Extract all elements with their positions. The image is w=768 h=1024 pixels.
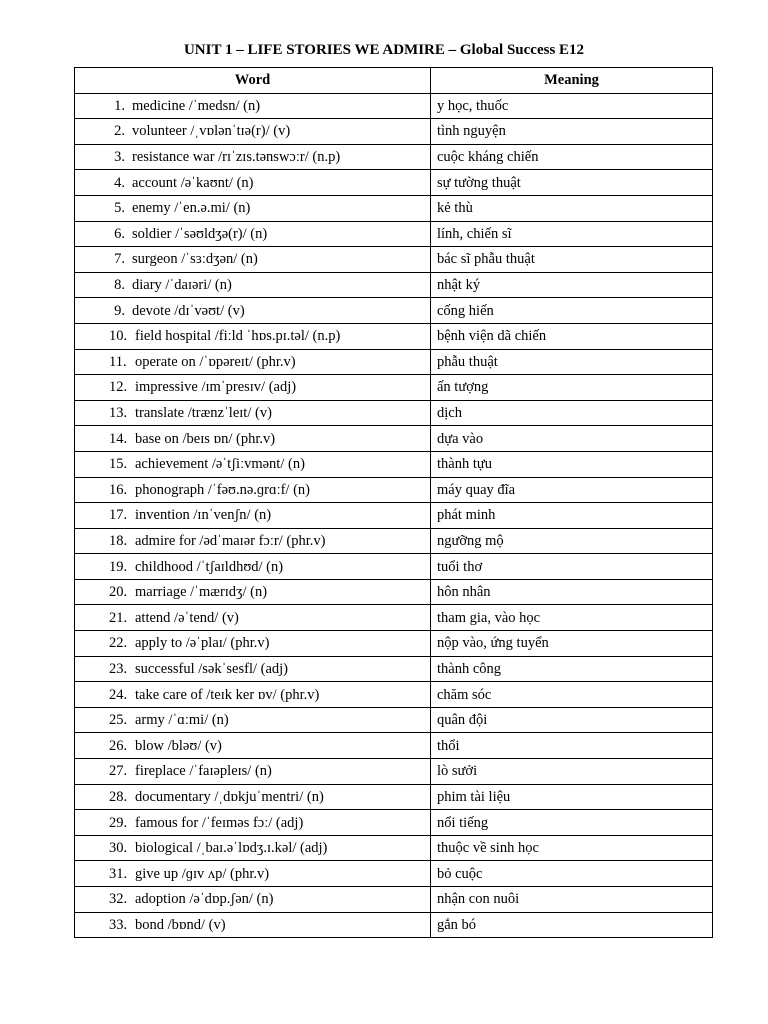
meaning-cell: nhật ký bbox=[431, 272, 713, 298]
row-number: 6. bbox=[114, 225, 125, 242]
table-row bbox=[75, 810, 713, 836]
meaning-cell: thổi bbox=[431, 733, 713, 759]
row-number: 27. bbox=[109, 763, 128, 780]
meaning-cell: ngưỡng mộ bbox=[431, 528, 713, 554]
word-text: base on /beɪs ɒn/ (phr.v) bbox=[135, 430, 276, 447]
meaning-cell: nộp vào, ứng tuyển bbox=[431, 631, 713, 657]
word-text: account /əˈkaʊnt/ (n) bbox=[132, 174, 254, 191]
table-row bbox=[75, 503, 713, 529]
table-header-row bbox=[75, 68, 713, 94]
word-cell bbox=[75, 451, 431, 477]
table-row bbox=[75, 656, 713, 682]
vocabulary-table bbox=[74, 67, 713, 938]
word-text: resistance war /rɪˈzɪs.tənswɔːr/ (n.p) bbox=[132, 149, 341, 166]
word-cell bbox=[75, 912, 431, 938]
word-cell bbox=[75, 272, 431, 298]
table-row bbox=[75, 887, 713, 913]
table-row bbox=[75, 605, 713, 631]
table-row bbox=[75, 323, 713, 349]
word-cell bbox=[75, 759, 431, 785]
meaning-cell: lính, chiến sĩ bbox=[431, 221, 713, 247]
meaning-cell: nhận con nuôi bbox=[431, 887, 713, 913]
meaning-cell: thành công bbox=[431, 656, 713, 682]
row-number: 5. bbox=[114, 200, 125, 217]
row-number: 20. bbox=[109, 584, 128, 601]
word-cell bbox=[75, 835, 431, 861]
row-number: 13. bbox=[109, 405, 128, 422]
word-cell bbox=[75, 579, 431, 605]
word-text: phonograph /ˈfəʊ.nə.ɡrɑːf/ (n) bbox=[135, 481, 310, 498]
table-row bbox=[75, 221, 713, 247]
meaning-cell: dựa vào bbox=[431, 426, 713, 452]
word-text: operate on /ˈɒpəreɪt/ (phr.v) bbox=[135, 353, 296, 370]
word-cell bbox=[75, 682, 431, 708]
table-body bbox=[75, 93, 713, 938]
meaning-cell: dịch bbox=[431, 400, 713, 426]
table-row bbox=[75, 784, 713, 810]
row-number: 30. bbox=[109, 840, 128, 857]
row-number: 14. bbox=[109, 430, 128, 447]
word-text: army /ˈɑːmi/ (n) bbox=[135, 712, 229, 729]
table-row bbox=[75, 759, 713, 785]
row-number: 2. bbox=[114, 123, 125, 140]
word-text: surgeon /ˈsɜːdʒən/ (n) bbox=[132, 251, 258, 268]
row-number: 12. bbox=[109, 379, 128, 396]
row-number: 11. bbox=[109, 353, 127, 370]
table-row bbox=[75, 170, 713, 196]
word-text: translate /trænzˈleɪt/ (v) bbox=[135, 405, 272, 422]
row-number: 10. bbox=[109, 328, 128, 345]
column-header-word: Word bbox=[75, 68, 431, 94]
row-number: 3. bbox=[114, 149, 125, 166]
meaning-cell: phim tài liệu bbox=[431, 784, 713, 810]
word-text: attend /əˈtend/ (v) bbox=[135, 609, 239, 626]
table-row bbox=[75, 349, 713, 375]
word-text: fireplace /ˈfaɪəpleɪs/ (n) bbox=[135, 763, 272, 780]
table-row bbox=[75, 912, 713, 938]
row-number: 16. bbox=[109, 481, 128, 498]
table-row bbox=[75, 733, 713, 759]
meaning-cell: bác sĩ phẫu thuật bbox=[431, 247, 713, 273]
word-text: childhood /ˈtʃaɪldhʊd/ (n) bbox=[135, 558, 284, 575]
word-cell bbox=[75, 298, 431, 324]
word-cell bbox=[75, 477, 431, 503]
word-cell bbox=[75, 247, 431, 273]
table-row bbox=[75, 119, 713, 145]
word-text: soldier /ˈsəʊldʒə(r)/ (n) bbox=[132, 225, 268, 242]
word-cell bbox=[75, 119, 431, 145]
table-row bbox=[75, 554, 713, 580]
word-text: invention /ɪnˈvenʃn/ (n) bbox=[135, 507, 272, 524]
word-cell bbox=[75, 810, 431, 836]
word-cell bbox=[75, 93, 431, 119]
row-number: 32. bbox=[109, 891, 128, 908]
meaning-cell: ấn tượng bbox=[431, 375, 713, 401]
meaning-cell: tình nguyện bbox=[431, 119, 713, 145]
word-text: medicine /ˈmedsn/ (n) bbox=[132, 97, 261, 114]
word-cell bbox=[75, 221, 431, 247]
row-number: 33. bbox=[109, 916, 128, 933]
row-number: 8. bbox=[114, 277, 125, 294]
word-cell bbox=[75, 554, 431, 580]
row-number: 9. bbox=[114, 302, 125, 319]
table-row bbox=[75, 144, 713, 170]
column-header-meaning: Meaning bbox=[431, 68, 713, 94]
word-cell bbox=[75, 733, 431, 759]
word-cell bbox=[75, 144, 431, 170]
word-text: achievement /əˈtʃiːvmənt/ (n) bbox=[135, 456, 305, 473]
meaning-cell: nổi tiếng bbox=[431, 810, 713, 836]
meaning-cell: y học, thuốc bbox=[431, 93, 713, 119]
word-cell bbox=[75, 887, 431, 913]
meaning-cell: gắn bó bbox=[431, 912, 713, 938]
table-row bbox=[75, 400, 713, 426]
row-number: 21. bbox=[109, 609, 128, 626]
row-number: 23. bbox=[109, 660, 128, 677]
row-number: 24. bbox=[109, 686, 128, 703]
table-row bbox=[75, 477, 713, 503]
row-number: 25. bbox=[109, 712, 128, 729]
word-text: marriage /ˈmærɪdʒ/ (n) bbox=[135, 584, 268, 601]
word-text: documentary /ˌdɒkjuˈmentri/ (n) bbox=[135, 788, 324, 805]
row-number: 15. bbox=[109, 456, 128, 473]
meaning-cell: tuổi thơ bbox=[431, 554, 713, 580]
table-row bbox=[75, 528, 713, 554]
meaning-cell: bỏ cuộc bbox=[431, 861, 713, 887]
word-text: adoption /əˈdɒp.ʃən/ (n) bbox=[135, 891, 274, 908]
word-text: famous for /ˈfeɪməs fɔː/ (adj) bbox=[135, 814, 304, 831]
word-cell bbox=[75, 656, 431, 682]
table-row bbox=[75, 426, 713, 452]
word-text: give up /ɡɪv ʌp/ (phr.v) bbox=[135, 865, 270, 882]
word-text: blow /bləʊ/ (v) bbox=[135, 737, 222, 754]
word-text: volunteer /ˌvɒlənˈtɪə(r)/ (v) bbox=[132, 123, 291, 140]
word-text: successful /səkˈsesfl/ (adj) bbox=[135, 660, 289, 677]
row-number: 18. bbox=[109, 532, 128, 549]
word-cell bbox=[75, 323, 431, 349]
word-cell bbox=[75, 375, 431, 401]
table-row bbox=[75, 375, 713, 401]
meaning-cell: lò sưởi bbox=[431, 759, 713, 785]
word-cell bbox=[75, 503, 431, 529]
word-cell bbox=[75, 170, 431, 196]
table-row bbox=[75, 272, 713, 298]
table-row bbox=[75, 682, 713, 708]
word-cell bbox=[75, 400, 431, 426]
meaning-cell: kẻ thù bbox=[431, 195, 713, 221]
meaning-cell: phát minh bbox=[431, 503, 713, 529]
word-text: biological /ˌbaɪ.əˈlɒdʒ.ɪ.kəl/ (adj) bbox=[135, 840, 328, 857]
meaning-cell: phẫu thuật bbox=[431, 349, 713, 375]
row-number: 22. bbox=[109, 635, 128, 652]
row-number: 31. bbox=[109, 865, 128, 882]
meaning-cell: sự tường thuật bbox=[431, 170, 713, 196]
row-number: 28. bbox=[109, 788, 128, 805]
row-number: 1. bbox=[114, 97, 125, 114]
row-number: 7. bbox=[114, 251, 125, 268]
table-row bbox=[75, 195, 713, 221]
word-text: devote /dɪˈvəʊt/ (v) bbox=[132, 302, 245, 319]
table-row bbox=[75, 451, 713, 477]
row-number: 17. bbox=[109, 507, 128, 524]
word-cell bbox=[75, 605, 431, 631]
word-text: apply to /əˈplaɪ/ (phr.v) bbox=[135, 635, 270, 652]
word-text: bond /bɒnd/ (v) bbox=[135, 916, 226, 933]
meaning-cell: tham gia, vào học bbox=[431, 605, 713, 631]
row-number: 19. bbox=[109, 558, 128, 575]
meaning-cell: cuộc kháng chiến bbox=[431, 144, 713, 170]
meaning-cell: máy quay đĩa bbox=[431, 477, 713, 503]
row-number: 29. bbox=[109, 814, 128, 831]
meaning-cell: hôn nhân bbox=[431, 579, 713, 605]
word-text: impressive /ɪmˈpresɪv/ (adj) bbox=[135, 379, 297, 396]
word-cell bbox=[75, 349, 431, 375]
word-cell bbox=[75, 784, 431, 810]
table-row bbox=[75, 93, 713, 119]
word-cell bbox=[75, 528, 431, 554]
meaning-cell: quân đội bbox=[431, 707, 713, 733]
table-row bbox=[75, 579, 713, 605]
table-row bbox=[75, 298, 713, 324]
word-cell bbox=[75, 631, 431, 657]
table-row bbox=[75, 835, 713, 861]
word-text: take care of /teɪk ker ɒv/ (phr.v) bbox=[135, 686, 320, 703]
word-cell bbox=[75, 861, 431, 887]
row-number: 26. bbox=[109, 737, 128, 754]
word-text: enemy /ˈen.ə.mi/ (n) bbox=[132, 200, 251, 217]
word-text: field hospital /fiːld ˈhɒs.pɪ.təl/ (n.p) bbox=[135, 328, 341, 345]
page-title: UNIT 1 – LIFE STORIES WE ADMIRE – Global Success E12 bbox=[183, 42, 585, 58]
meaning-cell: chăm sóc bbox=[431, 682, 713, 708]
meaning-cell: thuộc về sinh học bbox=[431, 835, 713, 861]
meaning-cell: bệnh viện dã chiến bbox=[431, 323, 713, 349]
table-row bbox=[75, 861, 713, 887]
row-number: 4. bbox=[114, 174, 125, 191]
meaning-cell: cống hiến bbox=[431, 298, 713, 324]
table-row bbox=[75, 631, 713, 657]
meaning-cell: thành tựu bbox=[431, 451, 713, 477]
word-cell bbox=[75, 707, 431, 733]
word-cell bbox=[75, 426, 431, 452]
table-row bbox=[75, 247, 713, 273]
word-text: diary /ˈdaɪəri/ (n) bbox=[132, 277, 232, 294]
word-cell bbox=[75, 195, 431, 221]
word-text: admire for /ədˈmaɪər fɔːr/ (phr.v) bbox=[135, 532, 326, 549]
table-row bbox=[75, 707, 713, 733]
